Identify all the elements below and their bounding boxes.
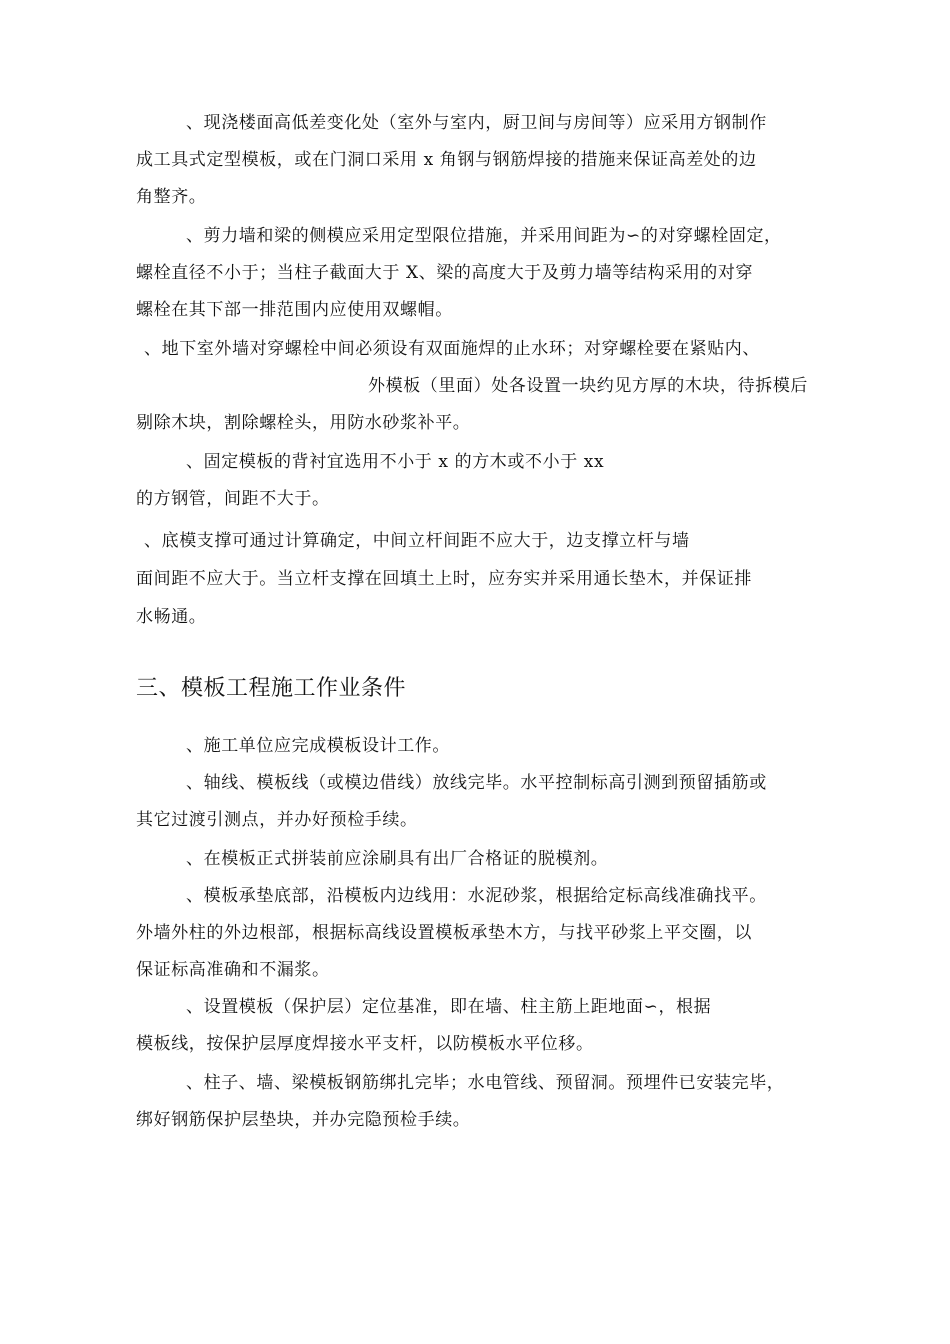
- text-line: 其它过渡引测点，并办好预检手续。: [136, 810, 418, 830]
- text-line: 螺栓直径不小于；当柱子截面大于 X、梁的高度大于及剪力墙等结构采用的对穿: [136, 263, 754, 283]
- text-line: 模板线，按保护层厚度焊接水平支杆，以防模板水平位移。: [136, 1034, 594, 1054]
- text-line: 保证标高准确和不漏浆。: [136, 960, 330, 980]
- text-line: 、轴线、模板线（或模边借线）放线完毕。水平控制标高引测到预留插筋或: [186, 773, 767, 793]
- text-line: 面间距不应大于。当立杆支撑在回填土上时，应夯实并采用通长垫木，并保证排: [136, 569, 752, 589]
- section-heading: 三、模板工程施工作业条件: [136, 676, 407, 701]
- text-line: 剔除木块，割除螺栓头，用防水砂浆补平。: [136, 413, 471, 433]
- text-line: 角整齐。: [136, 187, 207, 207]
- text-line: 、现浇楼面高低差变化处（室外与室内，厨卫间与房间等）应采用方钢制作: [186, 113, 767, 133]
- text-line: 、剪力墙和梁的侧模应采用定型限位措施，并采用间距为∽的对穿螺栓固定，: [186, 226, 782, 246]
- text-line: 水畅通。: [136, 607, 207, 627]
- text-line: 外墙外柱的外边根部，根据标高线设置模板承垫木方，与找平砂浆上平交圈，以: [136, 923, 752, 943]
- text-line: 成工具式定型模板，或在门洞口采用 x 角钢与钢筋焊接的措施来保证高差处的边: [136, 150, 757, 170]
- text-line: 绑好钢筋保护层垫块，并办完隐预检手续。: [136, 1110, 471, 1130]
- text-line: 、模板承垫底部，沿模板内边线用：水泥砂浆，根据给定标高线准确找平。: [186, 886, 767, 906]
- text-line: 外模板（里面）处各设置一块约见方厚的木块，待拆模后: [368, 376, 808, 396]
- text-line: 、底模支撑可通过计算确定，中间立杆间距不应大于，边支撑立杆与墙: [144, 531, 690, 551]
- text-line: 的方钢管，间距不大于。: [136, 489, 330, 509]
- text-line: 、设置模板（保护层）定位基准，即在墙、柱主筋上距地面∽，根据: [186, 997, 712, 1017]
- text-line: 、施工单位应完成模板设计工作。: [186, 736, 450, 756]
- text-line: 、柱子、墙、梁模板钢筋绑扎完毕；水电管线、预留洞。预埋件已安装完毕，: [186, 1073, 785, 1093]
- text-line: 、固定模板的背衬宜选用不小于 x 的方木或不小于 xx: [186, 452, 605, 472]
- text-line: 、地下室外墙对穿螺栓中间必须设有双面施焊的止水环；对穿螺栓要在紧贴内、: [144, 339, 760, 359]
- text-line: 螺栓在其下部一排范围内应使用双螺帽。: [136, 300, 453, 320]
- text-line: 、在模板正式拼装前应涂刷具有出厂合格证的脱模剂。: [186, 849, 609, 869]
